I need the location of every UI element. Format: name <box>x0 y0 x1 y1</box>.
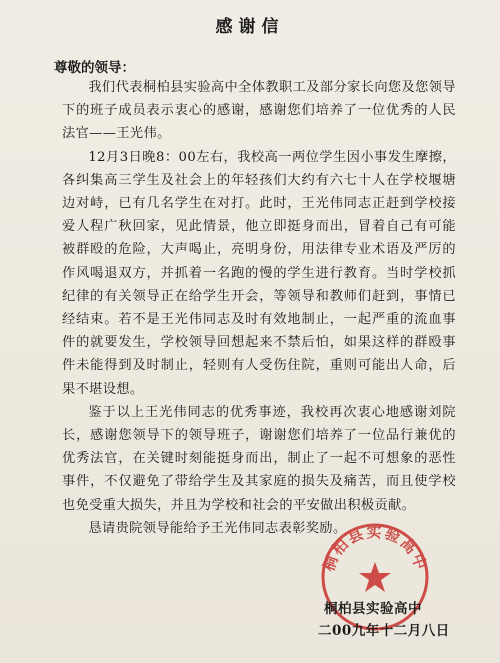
paragraph-2: 12月3日晚8：00左右，我校高一两位学生因小事发生摩擦，各纠集高三学生及社会上的年轻孩们大约有六七十人在学校堰塘边对峙，已有几名学生在对打。此时，王光伟同志正赶到学校接爱人程广秋回家，见此情景，他立即挺身而出，冒着自己有可能被群殴的危险，大声喝止，亮明身份，用法律专业术语及严厉的作风喝退双方，并抓着一名跑的慢的学生进行教育。当时学校抓纪律的有关领导正在给学生开会，等领导和教师们赶到，事情已经结束。若不是王光伟同志及时有效地制止，一起严重的流血事件的就要发生，学校领导回想起来不禁后怕，如果这样的群殴事件未能得到及时制止，轻则有人受伤住院，重则可能出人命，后果不堪设想。 <box>62 149 456 397</box>
paragraph-1: 我们代表桐柏县实验高中全体教职工及部分家长向您及您领导下的班子成员表示衷心的感谢，感谢您们培养了一位优秀的人民法官——王光伟。 <box>62 80 456 142</box>
paragraph-3: 鉴于以上王光伟同志的优秀事迹，我校再次衷心地感谢刘院长，感谢您领导下的领导班子，谢谢您们培养了一位品行兼优的优秀法官，在关键时刻能挺身而出，制止了一起不可想象的恶性事件，不仅避免了带给学生及其家庭的损失及痛苦，而且使学校也免受重大损失，并且为学校和社会的平安做出积极贡献。 <box>62 404 456 513</box>
paragraph-4: 恳请贵院领导能给予王光伟同志表彰奖励。 <box>88 520 347 536</box>
letter-title: 感谢信 <box>215 17 285 37</box>
salutation: 尊敬的领导： <box>54 60 135 76</box>
signer: 桐柏县实验高中 <box>324 601 422 617</box>
letter-date: 二00九年十二月八日 <box>318 623 450 639</box>
svg-text:桐柏县实验高中: 桐柏县实验高中 <box>319 522 431 574</box>
letter-body <box>62 76 456 540</box>
